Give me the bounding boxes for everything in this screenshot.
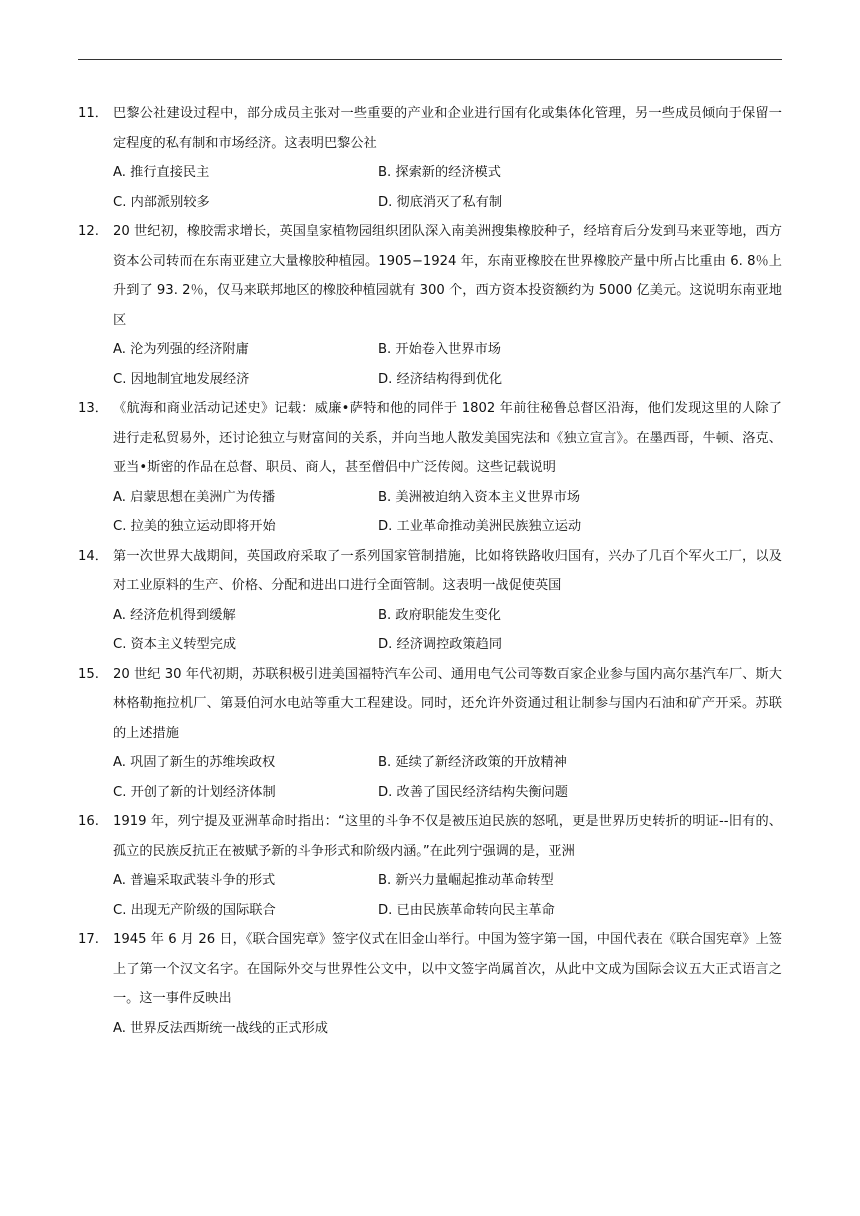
question-stem (78, 807, 782, 866)
question-16 (78, 807, 782, 925)
question-stem (78, 925, 782, 1014)
option-c[interactable]: C. 拉美的独立运动即将开始 (113, 519, 276, 534)
question-number: 17. (78, 932, 99, 947)
option-a[interactable]: A. 普遍采取武装斗争的形式 (113, 873, 276, 888)
option-b[interactable]: B. 新兴力量崛起推动革命转型 (378, 873, 554, 888)
option-a[interactable]: A. 推行直接民主 (113, 165, 210, 180)
option-c[interactable]: C. 开创了新的计划经济体制 (113, 784, 276, 800)
question-stem (78, 542, 782, 601)
option-list (78, 748, 782, 807)
option-list (78, 335, 782, 394)
question-11 (78, 99, 782, 217)
option-d[interactable]: D. 已由民族革命转向民主革命 (378, 902, 555, 918)
question-text: 《航海和商业活动记述史》记载：威廉•萨特和他的同伴于 1802 年前往秘鲁总督区沿海，他们发现这里的人除了进行走私贸易外，还讨论独立与财富间的关系，并向当地人散发美国宪法和《独立宣言》。在墨西哥，牛顿、洛克、亚当•斯密的作品在总督、职员、商人，甚至僧侣中广泛传阅。这些记载说明 (113, 401, 782, 475)
question-stem (78, 217, 782, 335)
option-a[interactable]: A. 沦为列强的经济附庸 (113, 342, 249, 357)
question-text: 20 世纪初，橡胶需求增长，英国皇家植物园组织团队深入南美洲搜集橡胶种子，经培育后分发到马来亚等地，西方资本公司转而在东南亚建立大量橡胶种植园。1905−1924 年，东南亚橡胶在世界橡胶产量中所占比重由 6. 8％上升到了 93. 2％，仅马来联邦地区的橡胶种植园就有 300 个，西方资本投资额约为 5000 亿美元。这说明东南亚地区 (113, 224, 782, 328)
question-number: 16. (78, 814, 99, 829)
question-stem (78, 660, 782, 749)
option-d[interactable]: D. 经济调控政策趋同 (378, 637, 503, 652)
option-c[interactable]: C. 资本主义转型完成 (113, 637, 237, 652)
option-d[interactable]: D. 改善了国民经济结构失衡问题 (378, 784, 568, 800)
question-text: 1919 年，列宁提及亚洲革命时指出：“这里的斗争不仅是被压迫民族的怒吼，更是世界历史转折的明证--旧有的、孤立的民族反抗正在被赋予新的斗争形式和阶级内涵。”在此列宁强调的是，亚洲 (113, 814, 782, 859)
header-rule (78, 59, 782, 60)
option-list (78, 866, 782, 925)
option-a[interactable]: A. 世界反法西斯统一战线的正式形成 (113, 1020, 328, 1036)
option-b[interactable]: B. 政府职能发生变化 (378, 607, 501, 623)
question-14 (78, 542, 782, 660)
question-13 (78, 394, 782, 542)
option-d[interactable]: D. 彻底消灭了私有制 (378, 194, 503, 210)
question-number: 15. (78, 666, 99, 682)
question-list (78, 99, 782, 1043)
question-stem (78, 99, 782, 158)
question-12 (78, 217, 782, 394)
question-15 (78, 660, 782, 808)
question-text: 巴黎公社建设过程中，部分成员主张对一些重要的产业和企业进行国有化或集体化管理，另一些成员倾向于保留一定程度的私有制和市场经济。这表明巴黎公社 (113, 106, 782, 151)
option-d[interactable]: D. 经济结构得到优化 (378, 371, 503, 387)
option-a[interactable]: A. 经济危机得到缓解 (113, 607, 236, 623)
question-number: 14． (78, 548, 108, 564)
question-text: 第一次世界大战期间，英国政府采取了一系列国家管制措施，比如将铁路收归国有，兴办了几百个军火工厂，以及对工业原料的生产、价格、分配和进出口进行全面管制。这表明一战促使英国 (113, 548, 782, 593)
option-list (78, 158, 782, 217)
question-17 (78, 925, 782, 1043)
option-b[interactable]: B. 延续了新经济政策的开放精神 (378, 755, 567, 770)
question-number: 13． (78, 401, 108, 416)
option-b[interactable]: B. 探索新的经济模式 (378, 165, 501, 180)
option-d[interactable]: D. 工业革命推动美洲民族独立运动 (378, 519, 582, 534)
option-list (78, 601, 782, 660)
question-stem (78, 394, 782, 483)
option-a[interactable]: A. 启蒙思想在美洲广为传播 (113, 489, 276, 505)
option-list (78, 1014, 782, 1044)
question-text: 20 世纪 30 年代初期，苏联积极引进美国福特汽车公司、通用电气公司等数百家企业参与国内高尔基汽车厂、斯大林格勒拖拉机厂、第聂伯河水电站等重大工程建设。同时，还允许外资通过租让制参与国内石油和矿产开采。苏联的上述措施 (113, 666, 782, 741)
question-text: 1945 年 6 月 26 日，《联合国宪章》签字仪式在旧金山举行。中国为签字第一国，中国代表在《联合国宪章》上签上了第一个汉文名字。在国际外交与世界性公文中，以中文签字尚属首次，从此中文成为国际会议五大正式语言之一。这一事件反映出 (113, 932, 782, 1006)
option-b[interactable]: B. 美洲被迫纳入资本主义世界市场 (378, 489, 581, 505)
option-c[interactable]: C. 内部派别较多 (113, 194, 210, 210)
option-c[interactable]: C. 出现无产阶级的国际联合 (113, 902, 276, 918)
option-b[interactable]: B. 开始卷入世界市场 (378, 342, 501, 357)
option-a[interactable]: A. 巩固了新生的苏维埃政权 (113, 755, 276, 770)
option-list (78, 483, 782, 542)
option-c[interactable]: C. 因地制宜地发展经济 (113, 371, 250, 387)
question-number: 11． (78, 106, 108, 121)
question-number: 12. (78, 224, 99, 239)
